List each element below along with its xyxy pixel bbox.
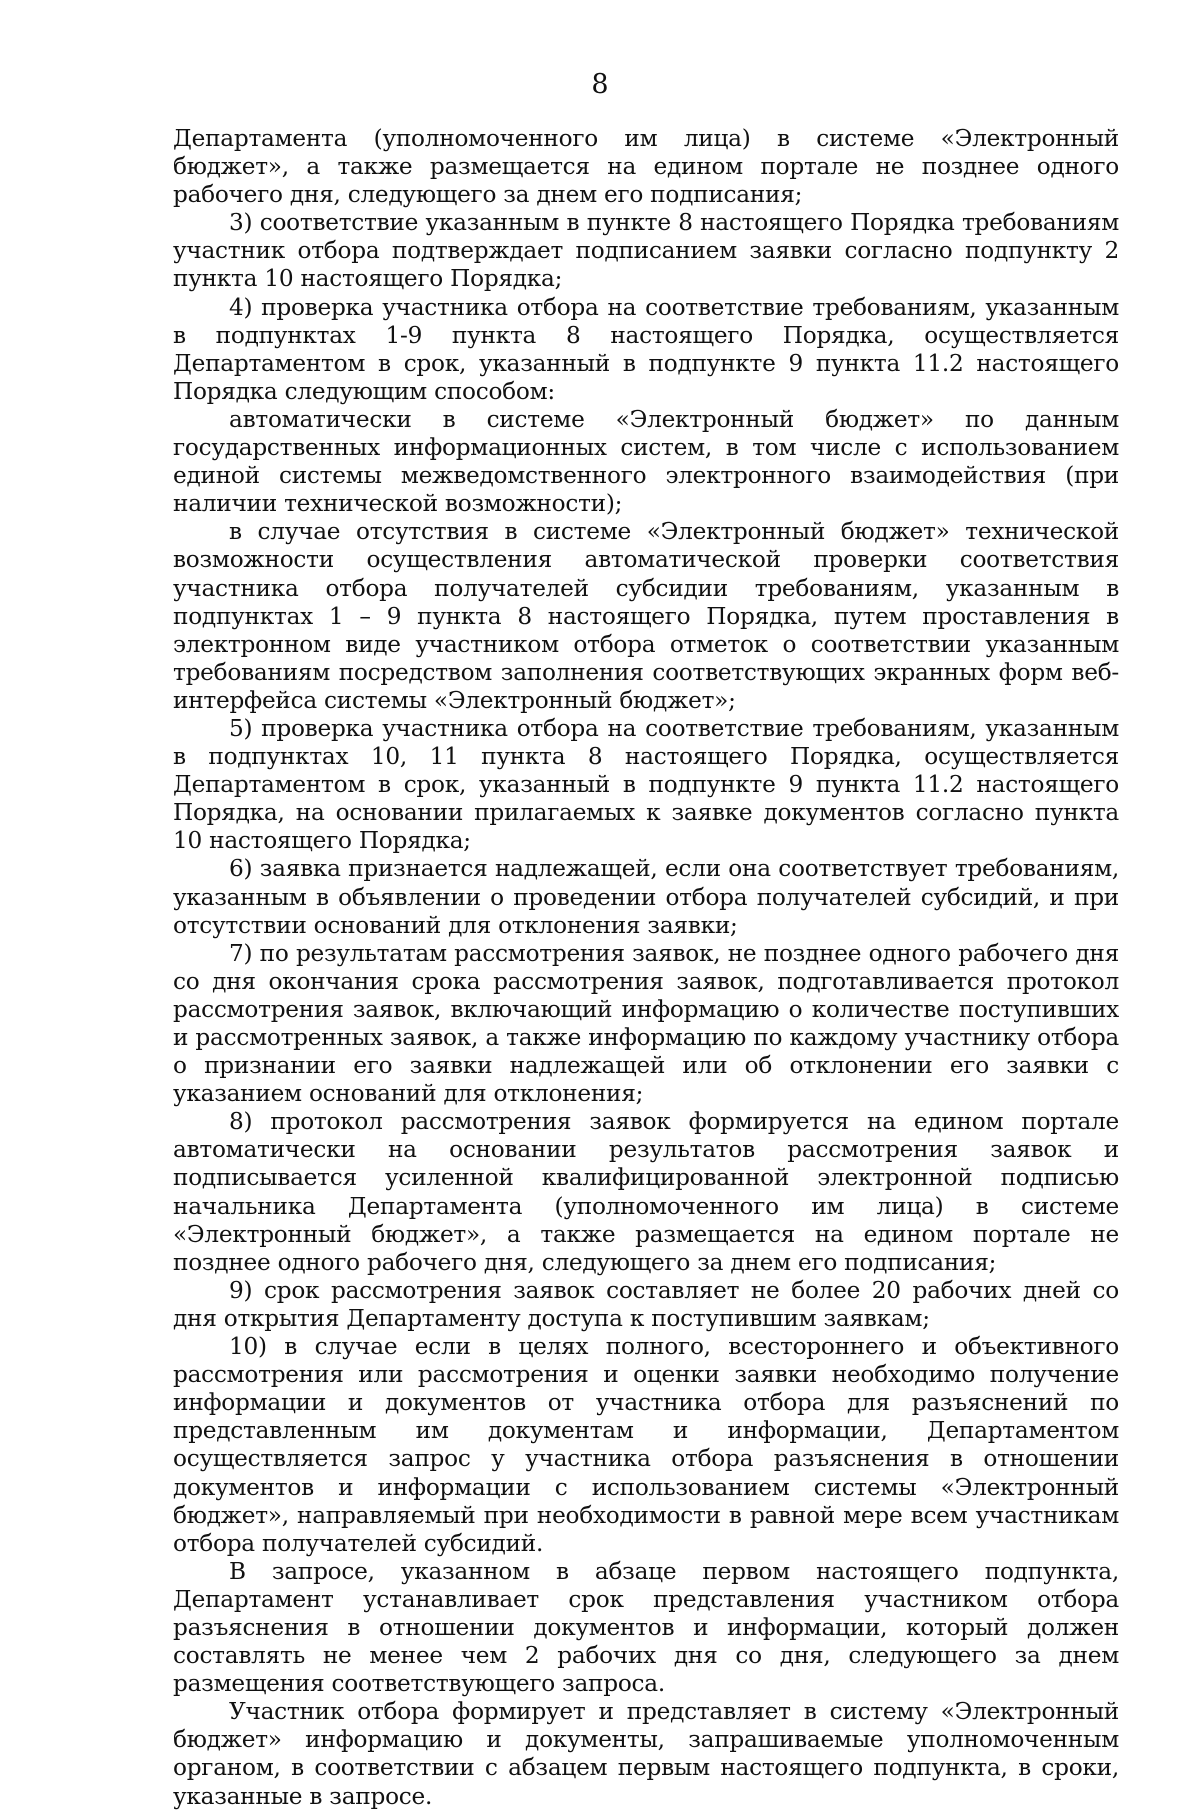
paragraph: 4) проверка участника отбора на соответствие требованиям, указанным в подпунктах 1-9 пункта 8 настоящего Порядка, осуществляется Департаментом в срок, указанный в подпункте 9 пункта 11.2 настоящего Порядка следующим способом: — [173, 293, 1119, 405]
paragraph: В запросе, указанном в абзаце первом настоящего подпункта, Департамент устанавливает срок представления участником отбора разъяснения в отношении документов и информации, который должен составлять не менее чем 2 рабочих дня со дня, следующего за днем размещения соответствующего запроса. — [173, 1557, 1119, 1698]
document-body — [173, 125, 1119, 1811]
paragraph: 7) по результатам рассмотрения заявок, не позднее одного рабочего дня со дня окончания срока рассмотрения заявок, подготавливается протокол рассмотрения заявок, включающий информацию о количестве поступивших и рассмотренных заявок, а также информацию по каждому участнику отбора о признании его заявки надлежащей или об отклонении его заявки с указанием оснований для отклонения; — [173, 939, 1119, 1108]
paragraph: в случае отсутствия в системе «Электронный бюджет» технической возможности осуществления автоматической проверки соответствия участника отбора получателей субсидии требованиям, указанным в подпунктах 1 – 9 пункта 8 настоящего Порядка, путем проставления в электронном виде участником отбора отметок о соответствии указанным требованиям посредством заполнения соответствующих экранных форм веб-интерфейса системы «Электронный бюджет»; — [173, 518, 1119, 714]
paragraph: Департамента (уполномоченного им лица) в системе «Электронный бюджет», а также размещается на едином портале не позднее одного рабочего дня, следующего за днем его подписания; — [173, 125, 1119, 209]
paragraph: 5) проверка участника отбора на соответствие требованиям, указанным в подпунктах 10, 11 пункта 8 настоящего Порядка, осуществляется Департаментом в срок, указанный в подпункте 9 пункта 11.2 настоящего Порядка, на основании прилагаемых к заявке документов согласно пункта 10 настоящего Порядка; — [173, 714, 1119, 855]
page-number: 8 — [591, 69, 609, 100]
paragraph: Участник отбора формирует и представляет в систему «Электронный бюджет» информацию и документы, запрашиваемые уполномоченным органом, в соответствии с абзацем первым настоящего подпункта, в сроки, указанные в запросе. — [173, 1698, 1119, 1810]
paragraph: 8) протокол рассмотрения заявок формируется на едином портале автоматически на основании результатов рассмотрения заявок и подписывается усиленной квалифицированной электронной подписью начальника Департамента (уполномоченного им лица) в системе «Электронный бюджет», а также размещается на едином портале не позднее одного рабочего дня, следующего за днем его подписания; — [173, 1108, 1119, 1276]
paragraph: 3) соответствие указанным в пункте 8 настоящего Порядка требованиям участник отбора подтверждает подписанием заявки согласно подпункту 2 пункта 10 настоящего Порядка; — [173, 209, 1119, 293]
paragraph: 6) заявка признается надлежащей, если она соответствует требованиям, указанным в объявлении о проведении отбора получателей субсидий, и при отсутствии оснований для отклонения заявки; — [173, 855, 1119, 939]
paragraph: автоматически в системе «Электронный бюджет» по данным государственных информационных систем, в том числе с использованием единой системы межведомственного электронного взаимодействия (при наличии технической возможности); — [173, 405, 1119, 518]
paragraph: 9) срок рассмотрения заявок составляет не более 20 рабочих дней со дня открытия Департаменту доступа к поступившим заявкам; — [173, 1276, 1119, 1332]
paragraph: 10) в случае если в целях полного, всестороннего и объективного рассмотрения или рассмотрения и оценки заявки необходимо получение информации и документов от участника отбора для разъяснений по представленным им документам и информации, Департаментом осуществляется запрос у участника отбора разъяснения в отношении документов и информации с использованием системы «Электронный бюджет», направляемый при необходимости в равной мере всем участникам отбора получателей субсидий. — [173, 1333, 1119, 1557]
